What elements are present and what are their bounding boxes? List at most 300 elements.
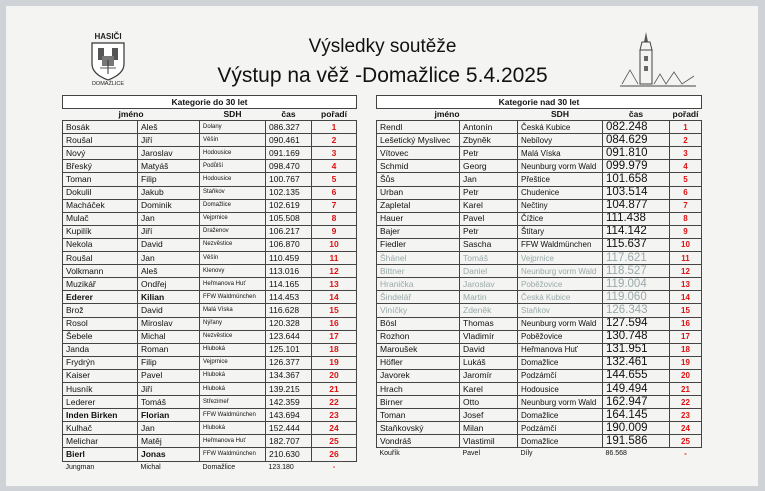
competitor-sdh: Podzámčí (518, 369, 603, 382)
competitor-rank: 5 (312, 173, 357, 186)
competitor-time: 126.343 (603, 304, 670, 317)
table-row (63, 422, 357, 435)
competitor-firstname: Josef (460, 409, 518, 422)
competitor-surname: Nový (63, 147, 138, 160)
competitor-surname: Šůs (377, 173, 460, 186)
competitor-time: 084.629 (603, 134, 670, 147)
competitor-firstname: Daniel (460, 265, 518, 278)
column-header-time: čas (628, 109, 644, 120)
table-row (63, 225, 357, 238)
competitor-sdh: Neunburg vorm Wald (518, 265, 603, 278)
competitor-firstname: Milan (460, 422, 518, 435)
logo-caption: DOMAŽLICE (91, 81, 125, 86)
competitor-sdh: Nezvěstice (200, 330, 266, 343)
competitor-surname: Zapletal (377, 199, 460, 212)
table-row (377, 343, 702, 356)
competitor-surname: Bösl (377, 317, 460, 330)
competitor-rank: 23 (670, 409, 702, 422)
column-header-rank: pořadí (672, 109, 699, 120)
extra-rank: - (684, 449, 687, 459)
competitor-firstname: Petr (460, 225, 518, 238)
competitor-firstname: Jaroslav (138, 147, 200, 160)
competitor-firstname: Karel (460, 382, 518, 395)
competitor-surname: Lešetický Myslivec (377, 134, 460, 147)
competitor-sdh: Věšín (200, 134, 266, 147)
table-row (377, 369, 702, 382)
competitor-time: 113.016 (266, 265, 312, 278)
competitor-time: 119.004 (603, 278, 670, 291)
competitor-rank: 15 (312, 304, 357, 317)
competitor-rank: 11 (312, 252, 357, 265)
column-header-sdh: SDH (223, 109, 242, 120)
competitor-rank: 24 (312, 422, 357, 435)
competitor-time: 132.461 (603, 356, 670, 369)
competitor-sdh: Nýřany (200, 317, 266, 330)
table-row (63, 369, 357, 382)
competitor-sdh: Domažlice (518, 356, 603, 369)
table-row (377, 382, 702, 395)
page-subtitle: Výstup na věž -Domažlice 5.4.2025 (217, 64, 548, 87)
competitor-surname: Hranička (377, 278, 460, 291)
logo-title: HASIČI (94, 32, 122, 41)
category-title: Kategorie do 30 let (63, 96, 357, 109)
competitor-rank: 2 (312, 134, 357, 147)
competitor-sdh: Neunburg vorm Wald (518, 396, 603, 409)
competitor-sdh: Hluboká (200, 382, 266, 395)
competitor-rank: 6 (670, 186, 702, 199)
competitor-firstname: Karel (460, 199, 518, 212)
table-row (377, 186, 702, 199)
table-row (63, 173, 357, 186)
extra-row (63, 461, 357, 473)
competitor-rank: 17 (670, 330, 702, 343)
competitor-rank: 21 (670, 382, 702, 395)
competitor-firstname: Aleš (138, 265, 200, 278)
table-row (63, 160, 357, 173)
competitor-sdh: Poběžovice (518, 278, 603, 291)
competitor-firstname: Roman (138, 343, 200, 356)
competitor-rank: 17 (312, 330, 357, 343)
table-row (377, 291, 702, 304)
competitor-sdh: Malá Víska (200, 304, 266, 317)
competitor-firstname: Sascha (460, 238, 518, 251)
table-row (63, 238, 357, 251)
competitor-sdh: Hluboká (200, 422, 266, 435)
table-row (377, 225, 702, 238)
competitor-rank: 13 (670, 278, 702, 291)
competitor-surname: Dokulil (63, 186, 138, 199)
competitor-firstname: Jan (138, 212, 200, 225)
competitor-surname: Šebele (63, 330, 138, 343)
competitor-rank: 10 (312, 238, 357, 251)
competitor-time: 105.508 (266, 212, 312, 225)
competitor-sdh: FFW Waldmünchen (200, 448, 266, 461)
competitor-rank: 20 (312, 369, 357, 382)
competitor-rank: 8 (312, 212, 357, 225)
competitor-rank: 22 (670, 396, 702, 409)
competitor-firstname: Jiří (138, 225, 200, 238)
table-row (377, 304, 702, 317)
competitor-sdh: Vejprnice (200, 356, 266, 369)
competitor-surname: Melichar (63, 435, 138, 448)
competitor-firstname: Lukáš (460, 356, 518, 369)
competitor-time: 125.101 (266, 343, 312, 356)
competitor-rank: 4 (670, 160, 702, 173)
competitor-sdh: FFW Waldmünchen (200, 409, 266, 422)
competitor-rank: 1 (670, 121, 702, 134)
category-title: Kategorie nad 30 let (377, 96, 702, 109)
competitor-surname: Kaiser (63, 369, 138, 382)
competitor-firstname: Pavel (138, 369, 200, 382)
competitor-time: 127.594 (603, 317, 670, 330)
competitor-surname: Bosák (63, 121, 138, 134)
table-row (63, 356, 357, 369)
competitor-surname: Rosol (63, 317, 138, 330)
table-row (63, 317, 357, 330)
table-row (377, 330, 702, 343)
competitor-firstname: David (138, 304, 200, 317)
competitor-surname: Hrach (377, 382, 460, 395)
competitor-surname: Vítovec (377, 147, 460, 160)
extra-firstname: Pavel (462, 450, 481, 458)
competitor-surname: Šindelář (377, 291, 460, 304)
competitor-time: 144.655 (603, 369, 670, 382)
competitor-time: 139.215 (266, 382, 312, 395)
results-table-under-30 (62, 95, 357, 473)
table-row (63, 382, 357, 395)
table-row (63, 134, 357, 147)
competitor-time: 115.637 (603, 238, 670, 251)
competitor-surname: Bittner (377, 265, 460, 278)
competitor-rank: 25 (312, 435, 357, 448)
competitor-firstname: Jaromír (460, 369, 518, 382)
competitor-firstname: Petr (460, 147, 518, 160)
competitor-time: 164.145 (603, 409, 670, 422)
competitor-firstname: Aleš (138, 121, 200, 134)
competitor-surname: Břeský (63, 160, 138, 173)
competitor-firstname: Tomáš (460, 252, 518, 265)
competitor-rank: 13 (312, 278, 357, 291)
competitor-surname: Brož (63, 304, 138, 317)
competitor-sdh: FFW Waldmünchen (518, 238, 603, 251)
competitor-rank: 20 (670, 369, 702, 382)
competitor-time: 086.327 (266, 121, 312, 134)
competitor-firstname: Pavel (460, 212, 518, 225)
competitor-time: 191.586 (603, 435, 670, 448)
competitor-time: 210.630 (266, 448, 312, 461)
table-row (377, 147, 702, 160)
competitor-rank: 23 (312, 409, 357, 422)
competitor-rank: 8 (670, 212, 702, 225)
table-row (63, 278, 357, 291)
competitor-surname: Frydrýn (63, 356, 138, 369)
competitor-time: 120.328 (266, 317, 312, 330)
column-header-sdh: SDH (551, 109, 569, 120)
competitor-firstname: Jaroslav (460, 278, 518, 291)
competitor-rank: 25 (670, 435, 702, 448)
column-header-name: jméno (434, 109, 460, 120)
competitor-rank: 19 (312, 356, 357, 369)
competitor-firstname: Matěj (138, 435, 200, 448)
table-row (63, 252, 357, 265)
competitor-rank: 3 (670, 147, 702, 160)
competitor-sdh: Věšín (200, 252, 266, 265)
extra-firstname: Michal (140, 463, 161, 471)
table-row (63, 199, 357, 212)
extra-sdh: Domažlice (202, 463, 236, 471)
competitor-firstname: Matyáš (138, 160, 200, 173)
competitor-rank: 21 (312, 382, 357, 395)
competitor-surname: Bajer (377, 225, 460, 238)
table-row (377, 356, 702, 369)
table-row (63, 409, 357, 422)
table-row (63, 304, 357, 317)
competitor-time: 117.621 (603, 252, 670, 265)
table-row (63, 330, 357, 343)
competitor-firstname: Jan (138, 422, 200, 435)
competitor-firstname: Miroslav (138, 317, 200, 330)
competitor-firstname: Martin (460, 291, 518, 304)
competitor-time: 111.438 (603, 212, 670, 225)
competitor-firstname: Vlastimil (460, 435, 518, 448)
competitor-surname: Mulač (63, 212, 138, 225)
competitor-sdh: Hluboká (200, 343, 266, 356)
competitor-firstname: Filip (138, 173, 200, 186)
competitor-time: 149.494 (603, 382, 670, 395)
table-row (377, 160, 702, 173)
competitor-rank: 5 (670, 173, 702, 186)
competitor-time: 098.470 (266, 160, 312, 173)
competitor-firstname: Ondřej (138, 278, 200, 291)
competitor-sdh: Hluboká (200, 369, 266, 382)
competitor-surname: Rozhon (377, 330, 460, 343)
competitor-firstname: Petr (460, 186, 518, 199)
competitor-sdh: Staňkov (518, 304, 603, 317)
competitor-firstname: Zdeněk (460, 304, 518, 317)
column-header-row (63, 109, 357, 121)
table-row (63, 396, 357, 409)
competitor-sdh: Domažlice (518, 409, 603, 422)
competitor-time: 131.951 (603, 343, 670, 356)
competitor-surname: Ederer (63, 291, 138, 304)
competitor-rank: 22 (312, 396, 357, 409)
competitor-rank: 16 (670, 317, 702, 330)
competitor-surname: Javorek (377, 369, 460, 382)
competitor-rank: 4 (312, 160, 357, 173)
competitor-firstname: Vladimír (460, 330, 518, 343)
competitor-sdh: Podzámčí (518, 422, 603, 435)
competitor-firstname: Georg (460, 160, 518, 173)
competitor-rank: 1 (312, 121, 357, 134)
competitor-time: 182.707 (266, 435, 312, 448)
competitor-surname: Lederer (63, 396, 138, 409)
competitor-surname: Höfler (377, 356, 460, 369)
table-row (377, 265, 702, 278)
competitor-rank: 12 (312, 265, 357, 278)
competitor-rank: 11 (670, 252, 702, 265)
competitor-time: 091.810 (603, 147, 670, 160)
competitor-rank: 12 (670, 265, 702, 278)
competitor-sdh: Klenovy (200, 265, 266, 278)
competitor-time: 134.367 (266, 369, 312, 382)
competitor-sdh: Heřmanova Huť (518, 343, 603, 356)
table-row (377, 121, 702, 134)
competitor-firstname: Thomas (460, 317, 518, 330)
competitor-rank: 15 (670, 304, 702, 317)
competitor-firstname: Jakub (138, 186, 200, 199)
competitor-surname: Bierl (63, 448, 138, 461)
category-header-row (63, 96, 357, 109)
competitor-firstname: Otto (460, 396, 518, 409)
extra-time: 86.568 (605, 450, 627, 458)
competitor-time: 100.767 (266, 173, 312, 186)
competitor-sdh: Nečtiny (518, 199, 603, 212)
competitor-firstname: Filip (138, 356, 200, 369)
extra-surname: Kouřík (379, 450, 400, 458)
competitor-sdh: Podůlší (200, 160, 266, 173)
competitor-sdh: Přeštice (518, 173, 603, 186)
competitor-surname: Vondráš (377, 435, 460, 448)
competitor-sdh: Vejprnice (200, 212, 266, 225)
page-title: Výsledky soutěže (308, 36, 457, 57)
competitor-time: 142.359 (266, 396, 312, 409)
competitor-time: 110.459 (266, 252, 312, 265)
competitor-firstname: Kilian (138, 291, 200, 304)
competitor-surname: Roušal (63, 134, 138, 147)
extra-rank: - (332, 463, 336, 471)
competitor-firstname: Zbyněk (460, 134, 518, 147)
table-row (377, 317, 702, 330)
competitor-surname: Inden Birken (63, 409, 138, 422)
table-row (377, 278, 702, 291)
table-row (63, 435, 357, 448)
competitor-firstname: David (138, 238, 200, 251)
competitor-sdh: Domažlice (200, 199, 266, 212)
competitor-rank: 7 (312, 199, 357, 212)
competitor-rank: 19 (670, 356, 702, 369)
competitor-time: 103.514 (603, 186, 670, 199)
table-row (63, 186, 357, 199)
table-row (377, 238, 702, 251)
competitor-surname: Birner (377, 396, 460, 409)
extra-sdh: Díly (520, 450, 533, 458)
competitor-time: 143.694 (266, 409, 312, 422)
competitor-surname: Maroušek (377, 343, 460, 356)
competitor-sdh: Štítary (518, 225, 603, 238)
competitor-time: 090.461 (266, 134, 312, 147)
competitor-time: 099.979 (603, 160, 670, 173)
competitor-surname: Schmid (377, 160, 460, 173)
competitor-rank: 18 (312, 343, 357, 356)
competitor-sdh: Malá Víska (518, 147, 603, 160)
competitor-firstname: Jan (138, 252, 200, 265)
results-table-over-30 (376, 95, 702, 459)
competitor-rank: 14 (312, 291, 357, 304)
competitor-surname: Macháček (63, 199, 138, 212)
competitor-firstname: Dominik (138, 199, 200, 212)
competitor-rank: 14 (670, 291, 702, 304)
competitor-time: 114.165 (266, 278, 312, 291)
column-header-rank: pořadí (321, 109, 347, 120)
competitor-time: 104.877 (603, 199, 670, 212)
competitor-rank: 18 (670, 343, 702, 356)
competitor-surname: Rendl (377, 121, 460, 134)
competitor-time: 102.135 (266, 186, 312, 199)
competitor-sdh: Neunburg vorm Wald (518, 317, 603, 330)
table-row (377, 252, 702, 265)
table-row (377, 199, 702, 212)
competitor-sdh: Hodousice (518, 382, 603, 395)
competitor-time: 190.009 (603, 422, 670, 435)
competitor-surname: Staňkovský (377, 422, 460, 435)
competitor-surname: Šhánel (377, 252, 460, 265)
competitor-surname: Roušal (63, 252, 138, 265)
table-row (63, 343, 357, 356)
competitor-firstname: David (460, 343, 518, 356)
competitor-time: 119.060 (603, 291, 670, 304)
competitor-sdh: FFW Waldmünchen (200, 291, 266, 304)
extra-surname: Jungman (65, 463, 95, 471)
competitor-sdh: Nezvěstice (200, 238, 266, 251)
competitor-time: 106.217 (266, 225, 312, 238)
competitor-surname: Viníčky (377, 304, 460, 317)
competitor-rank: 9 (670, 225, 702, 238)
competitor-sdh: Dolany (200, 121, 266, 134)
competitor-time: 152.444 (266, 422, 312, 435)
competitor-sdh: Draženov (200, 225, 266, 238)
competitor-time: 118.527 (603, 265, 670, 278)
table-row (377, 409, 702, 422)
competitor-rank: 24 (670, 422, 702, 435)
category-header-row (377, 96, 702, 109)
competitor-rank: 3 (312, 147, 357, 160)
competitor-surname: Hauer (377, 212, 460, 225)
competitor-time: 101.658 (603, 173, 670, 186)
competitor-rank: 16 (312, 317, 357, 330)
competitor-rank: 10 (670, 238, 702, 251)
competitor-firstname: Jan (460, 173, 518, 186)
competitor-surname: Urban (377, 186, 460, 199)
competitor-time: 126.377 (266, 356, 312, 369)
table-row (377, 173, 702, 186)
competitor-sdh: Chudenice (518, 186, 603, 199)
competitor-surname: Toman (377, 409, 460, 422)
competitor-rank: 7 (670, 199, 702, 212)
competitor-sdh: Česká Kubice (518, 121, 603, 134)
table-row (63, 448, 357, 461)
competitor-rank: 9 (312, 225, 357, 238)
competitor-time: 162.947 (603, 396, 670, 409)
table-row (377, 212, 702, 225)
competitor-time: 130.748 (603, 330, 670, 343)
competitor-sdh: Čížice (518, 212, 603, 225)
competitor-sdh: Heřmanova Huť (200, 278, 266, 291)
table-row (63, 121, 357, 134)
competitor-surname: Kulhač (63, 422, 138, 435)
competitor-sdh: Heřmanova Huť (200, 435, 266, 448)
competitor-sdh: Poběžovice (518, 330, 603, 343)
competitor-surname: Nekola (63, 238, 138, 251)
competitor-time: 082.248 (603, 121, 670, 134)
competitor-sdh: Nebílovy (518, 134, 603, 147)
competitor-surname: Toman (63, 173, 138, 186)
competitor-surname: Volkmann (63, 265, 138, 278)
extra-row (377, 448, 702, 460)
competitor-sdh: Česká Kubice (518, 291, 603, 304)
competitor-surname: Janda (63, 343, 138, 356)
competitor-sdh: Vejprnice (518, 252, 603, 265)
competitor-sdh: Staňkov (200, 186, 266, 199)
